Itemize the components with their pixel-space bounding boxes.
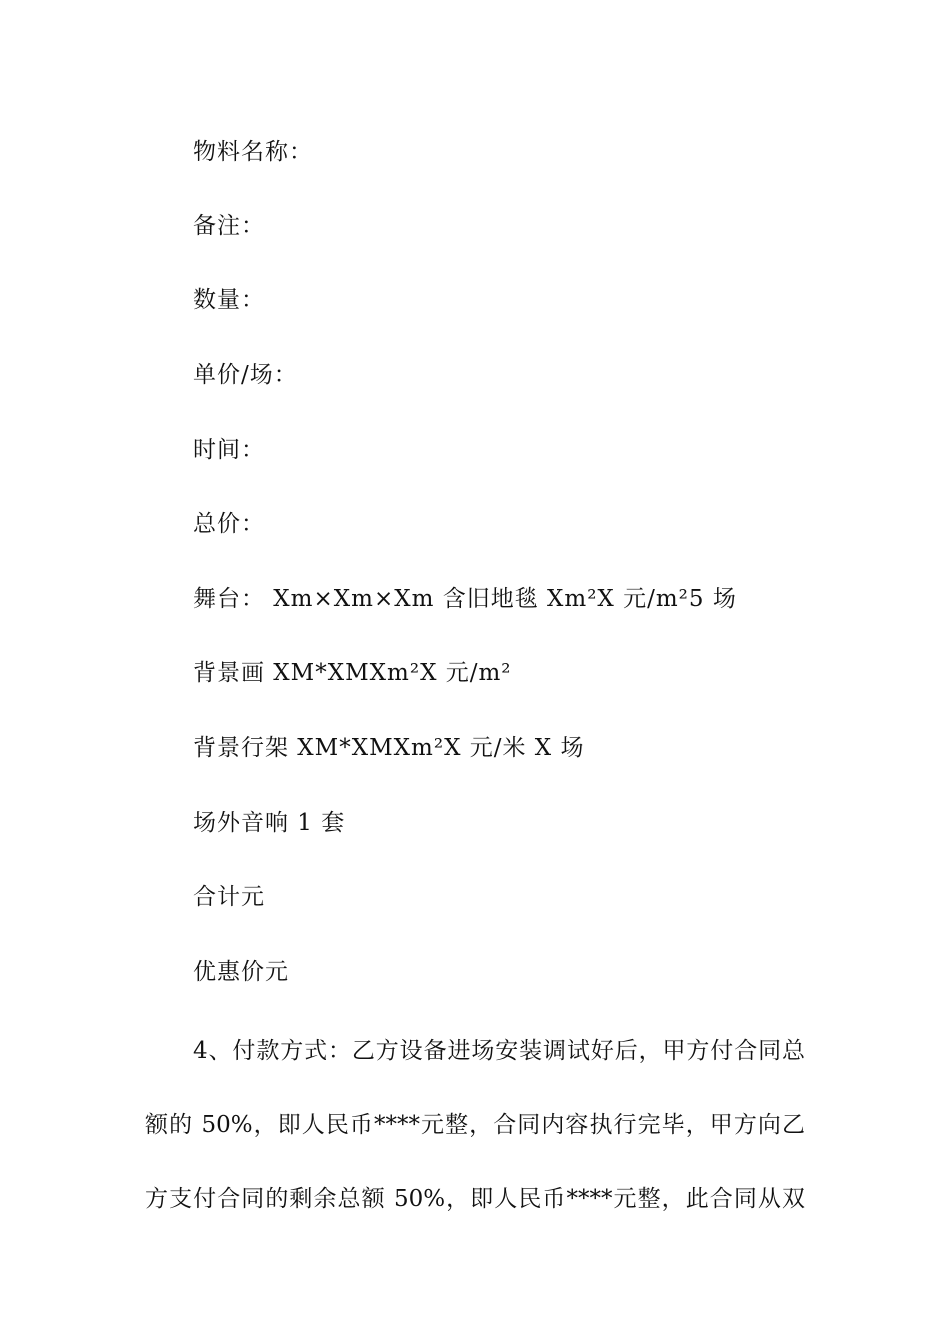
stage-line: 舞台： Xm×Xm×Xm 含旧地毯 Xm²X 元/m²5 场 (193, 586, 737, 612)
payment-paragraph-line-2: 额的 50%，即人民币****元整，合同内容执行完毕，甲方向乙 (145, 1112, 805, 1138)
backdrop-painting-line: 背景画 XM*XMXm²X 元/m² (193, 660, 512, 686)
quantity-line: 数量： (193, 287, 265, 313)
backdrop-truss-line: 背景行架 XM*XMXm²X 元/米 X 场 (193, 735, 585, 761)
payment-paragraph-line-1: 4、付款方式：乙方设备进场安装调试好后，甲方付合同总 (193, 1038, 805, 1064)
payment-paragraph-line-3: 方支付合同的剩余总额 50%，即人民币****元整，此合同从双 (145, 1186, 805, 1212)
material-name-line: 物料名称： (193, 139, 313, 165)
outdoor-audio-line: 场外音响 1 套 (193, 810, 346, 836)
time-line: 时间： (193, 437, 265, 463)
sum-line: 合计元 (193, 884, 265, 910)
remarks-line: 备注： (193, 213, 265, 239)
discount-price-line: 优惠价元 (193, 959, 289, 985)
unit-price-line: 单价/场： (193, 362, 298, 388)
total-price-line: 总价： (193, 511, 265, 537)
